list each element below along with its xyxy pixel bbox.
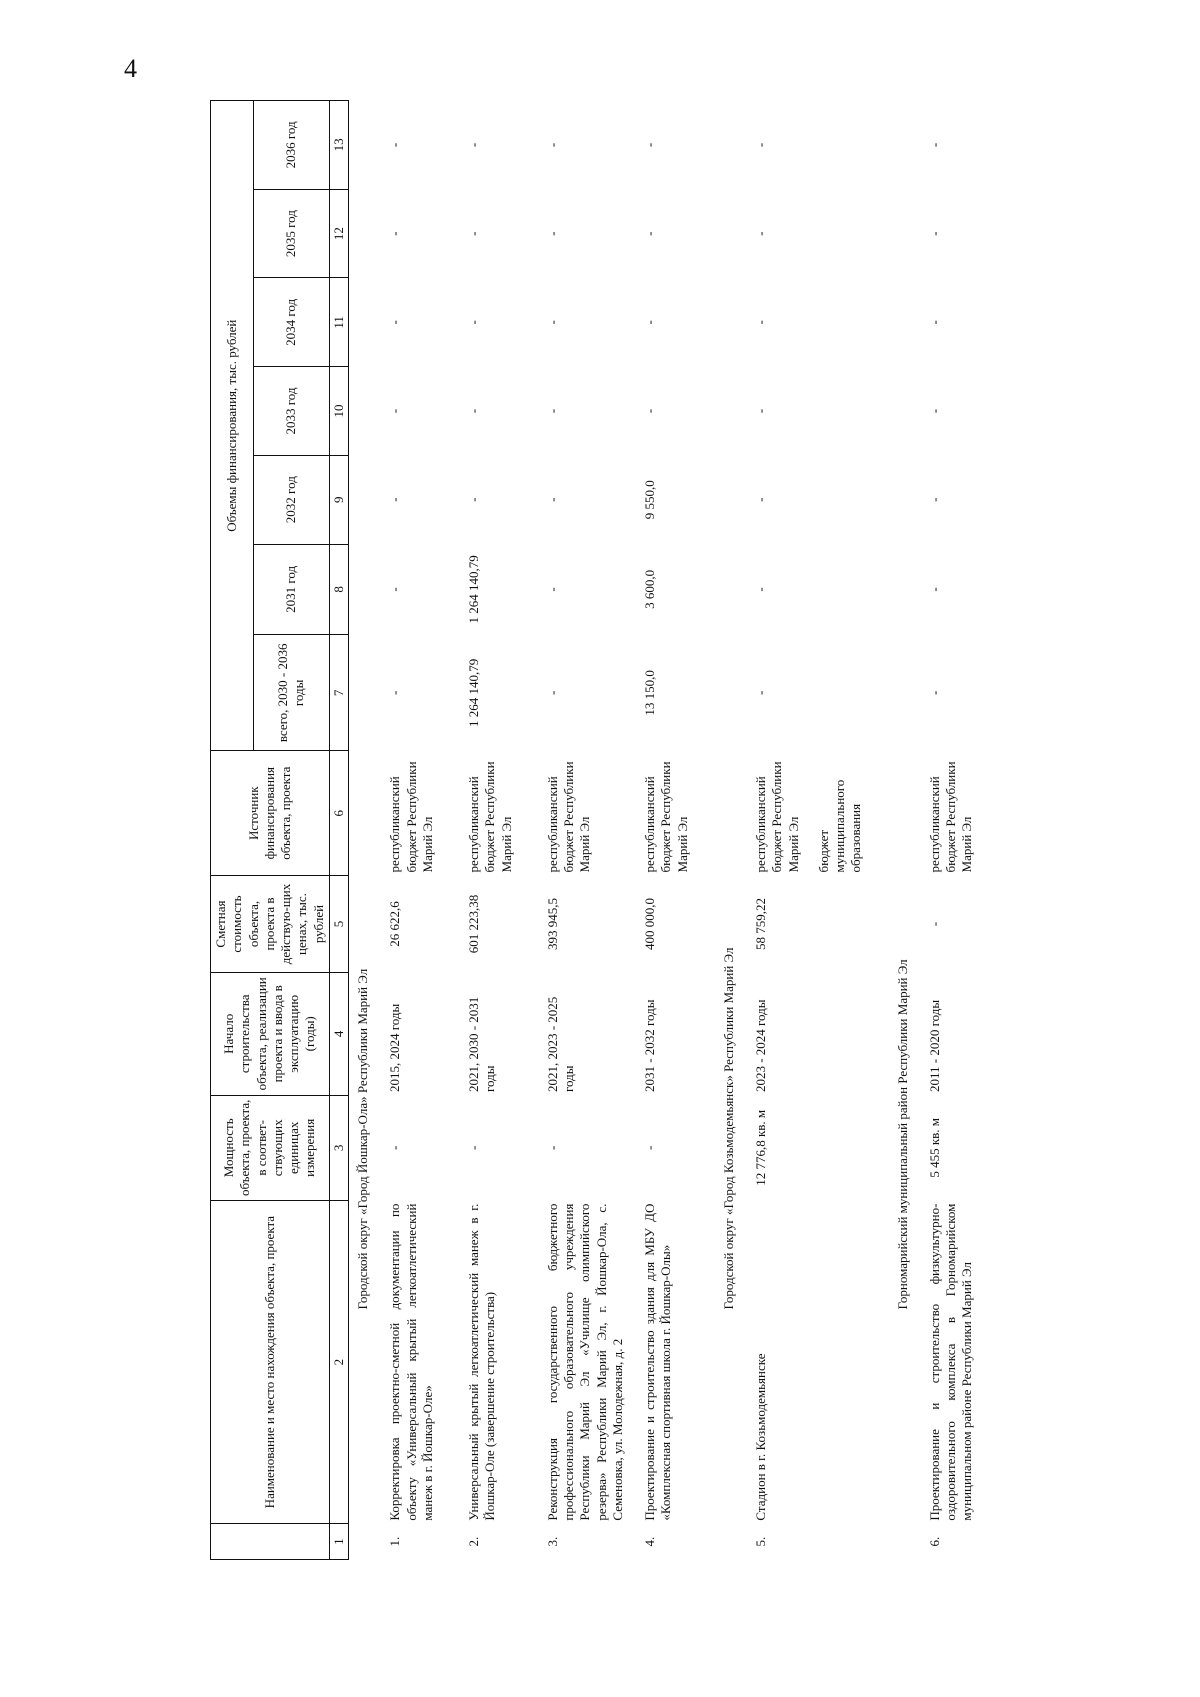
section-title: Горномарийский муниципальный район Республики Марий Эл [894, 959, 910, 1310]
row-total: - [544, 690, 560, 696]
source-item: республиканский бюджет Республики Марий Эл [466, 761, 514, 873]
row-2033: - [387, 408, 403, 414]
header-year: 2034 год [253, 278, 329, 367]
header-name: Наименование и место нахождения объекта, проекта [211, 1201, 330, 1524]
table-row [636, 101, 715, 1560]
row-2032: 9 550,0 [642, 480, 657, 520]
row-2035: - [642, 231, 657, 236]
source-item: республиканский бюджет Республики Марий Эл [926, 761, 975, 873]
row-cost: 400 000,0 [642, 898, 657, 951]
row-number: 5. [753, 1536, 768, 1547]
row-2036: - [544, 142, 560, 148]
column-number: 8 [329, 544, 348, 635]
row-number: 1. [387, 1536, 403, 1547]
row-period: 2023 - 2024 годы [753, 999, 768, 1093]
row-total: - [926, 690, 942, 696]
financing-table [210, 100, 1000, 1560]
section-row [889, 101, 921, 1560]
column-number: 11 [329, 278, 348, 367]
row-2036: - [466, 142, 481, 148]
row-number: 2. [466, 1536, 481, 1547]
row-total: - [387, 690, 403, 696]
section-title: Городской округ «Город Козьмодемьянск» Республики Марий Эл [720, 947, 736, 1310]
row-2032: - [544, 497, 560, 502]
source-item: республиканский бюджет Республики Марий Эл [544, 761, 593, 873]
table-row [921, 101, 1000, 1560]
row-capacity: 12 776,8 кв. м [753, 1109, 768, 1186]
column-number: 10 [329, 367, 348, 456]
row-source [636, 751, 715, 876]
row-2032: - [926, 497, 942, 502]
section-title: Городской округ «Город Йошкар-Ола» Республики Марий Эл [355, 968, 370, 1310]
row-2036: - [753, 142, 768, 148]
row-name: Стадион в г. Козьмодемьянске [753, 1353, 768, 1521]
row-2034: - [544, 320, 560, 325]
row-2035: - [753, 231, 768, 236]
row-2031: - [544, 587, 560, 592]
row-2034: - [466, 320, 481, 325]
header-source: Источник финансирования объекта, проекта [211, 751, 330, 876]
row-2034: - [387, 320, 403, 325]
row-cost: 58 759,22 [753, 898, 768, 951]
row-period: 2011 - 2020 годы [926, 999, 942, 1093]
row-2034: - [926, 320, 942, 325]
section-row [349, 101, 382, 1560]
row-2036: - [926, 142, 942, 148]
row-capacity: - [466, 1145, 481, 1150]
row-2032: - [753, 497, 768, 502]
row-total: - [753, 690, 768, 696]
row-2031: - [753, 587, 768, 592]
row-name: Проектирование и строительство физкультурно-оздоровительного комплекса в Горномарийском муниципальном районе Республики Марий Эл [926, 1203, 975, 1521]
row-source [539, 751, 636, 876]
row-cost: 393 945,5 [544, 898, 560, 951]
row-number: 4. [642, 1536, 657, 1547]
row-number: 6. [926, 1536, 942, 1547]
row-source [460, 751, 539, 876]
row-2033: - [544, 408, 560, 414]
row-cost: 26 622,6 [387, 901, 403, 947]
column-number: 2 [329, 1201, 348, 1524]
row-2035: - [926, 231, 942, 236]
row-cost: 601 223,38 [466, 894, 481, 954]
column-number: 1 [329, 1524, 348, 1560]
row-period: 2015, 2024 годы [387, 1003, 403, 1093]
row-period: 2031 - 2032 годы [642, 999, 657, 1093]
row-2035: - [387, 231, 403, 236]
row-2036: - [642, 142, 657, 148]
column-number: 13 [329, 101, 348, 190]
header-capacity: Мощность объекта, проекта, в соответ-ствующих единицах измерения [211, 1095, 330, 1201]
header-period: Начало строительства объекта, реализации проекта и ввода в эксплуатацию (годы) [211, 973, 330, 1095]
section-row [715, 101, 747, 1560]
column-number: 5 [329, 875, 348, 972]
table-header [211, 101, 349, 1560]
row-2033: - [642, 408, 657, 414]
table-body [349, 101, 1000, 1560]
row-name: Реконструкция государственного бюджетного профессионального образовательного учреждения Республики Марий Эл «Училище олимпийского резерва» Республики Марий Эл, г. Йошкар-Ола, с. Семеновка, ул. Молодежная, д. 2 [544, 1203, 625, 1521]
column-numbers-row [329, 101, 348, 1560]
row-source [747, 751, 889, 876]
header-financing: Объемы финансирования, тыс. рублей [211, 101, 254, 751]
row-2031: - [926, 587, 942, 592]
source-item: бюджет муниципального образования [815, 779, 864, 873]
table-row [539, 101, 636, 1560]
row-name: Проектирование и строительство здания для МБУ ДО «Комплексная спортивная школа г. Йошкар-Олы» [642, 1203, 674, 1521]
row-period: 2021, 2030 - 2031 годы [466, 996, 498, 1093]
header-year: 2031 год [253, 544, 329, 635]
table-row [381, 101, 460, 1560]
row-2033: - [466, 408, 481, 414]
row-period: 2021, 2023 - 2025 годы [544, 996, 576, 1093]
row-capacity: - [387, 1145, 403, 1150]
row-2033: - [753, 408, 768, 414]
row-total: 13 150,0 [642, 670, 657, 716]
row-capacity: 5 455 кв. м [926, 1117, 942, 1178]
row-2035: - [544, 231, 560, 236]
row-2035: - [466, 231, 481, 236]
row-2031: - [387, 587, 403, 592]
header-cost: Сметная стоимость объекта, проекта в действую-щих ценах, тыс. рублей [211, 875, 330, 972]
header-year: 2036 год [253, 101, 329, 190]
row-2032: - [466, 497, 481, 502]
row-capacity: - [544, 1145, 560, 1150]
header-year: 2035 год [253, 189, 329, 278]
row-total: 1 264 140,79 [466, 658, 481, 727]
table-row [747, 101, 889, 1560]
header-total: всего, 2030 - 2036 годы [253, 635, 329, 751]
column-number: 6 [329, 751, 348, 876]
row-capacity: - [642, 1145, 657, 1150]
column-number: 3 [329, 1095, 348, 1201]
row-name: Универсальный крытый легкоатлетический манеж в г. Йошкар-Оле (завершение строительства) [466, 1203, 498, 1521]
row-2032: - [387, 497, 403, 502]
page-number: 4 [124, 54, 137, 83]
row-2034: - [642, 320, 657, 325]
header-year: 2033 год [253, 367, 329, 456]
row-name: Корректировка проектно-сметной документации по объекту «Универсальный крытый легкоатлетический манеж в г. Йошкар-Оле» [387, 1203, 435, 1521]
column-number: 12 [329, 189, 348, 278]
row-2031: 3 600,0 [642, 569, 657, 609]
table-row [460, 101, 539, 1560]
column-number: 4 [329, 973, 348, 1095]
header-index [211, 1524, 330, 1560]
row-2034: - [753, 320, 768, 325]
row-source [921, 751, 1000, 876]
source-item: республиканский бюджет Республики Марий Эл [753, 761, 801, 873]
row-cost: - [926, 921, 942, 927]
source-item: республиканский бюджет Республики Марий Эл [642, 761, 690, 873]
rotated-page-content [210, 100, 1200, 1560]
row-2031: 1 264 140,79 [466, 555, 481, 624]
row-2036: - [387, 142, 403, 148]
source-item: республиканский бюджет Республики Марий Эл [387, 761, 435, 873]
column-number: 7 [329, 635, 348, 751]
header-year: 2032 год [253, 455, 329, 544]
row-source [381, 751, 460, 876]
row-2033: - [926, 408, 942, 414]
column-number: 9 [329, 455, 348, 544]
row-number: 3. [544, 1536, 560, 1547]
